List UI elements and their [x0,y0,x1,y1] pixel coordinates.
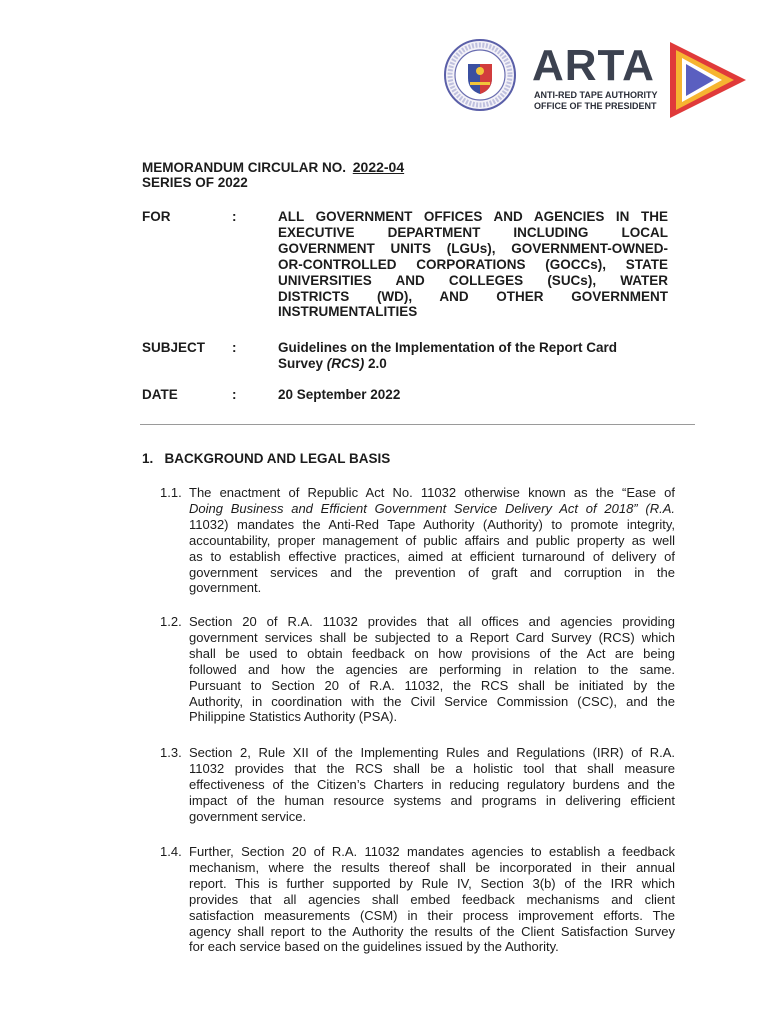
government-seal-logo [443,38,517,112]
logo-subtitle: ANTI-RED TAPE AUTHORITY OFFICE OF THE PRESIDENT [534,90,658,111]
date-label: DATE [142,387,178,402]
memo-series: SERIES OF 2022 [142,175,248,190]
subject-value: Guidelines on the Implementation of the Report Card Survey (RCS) 2.0 [278,340,618,371]
paragraph-1-2: 1.2. Section 20 of R.A. 11032 provides that all offices and agencies providing government services shall be subjected to a Report Card Survey (RCS) which shall be used to obtain feedback on how provisions of the Act are being followed and how the agencies are performing in relation to the same. Pursuant to Section 20 of R.A. 11032, the RCS shall be initiated by the Authority, in coordination with the Civil Service Commission (CSC), and the Philippine Statistics Authority (PSA). [160,614,675,725]
for-label: FOR [142,209,171,224]
date-value: 20 September 2022 [278,387,401,402]
date-colon: : [232,387,237,402]
horizontal-divider [140,424,695,425]
paragraph-number: 1.4. [160,844,182,859]
paragraph-number: 1.1. [160,485,182,500]
subject-colon: : [232,340,237,355]
section-heading: 1. BACKGROUND AND LEGAL BASIS [142,451,391,466]
paragraph-number: 1.2. [160,614,182,629]
arta-logo [528,41,750,124]
paragraph-1-3: 1.3. Section 2, Rule XII of the Implementing Rules and Regulations (IRR) of R.A. 11032 provides that the RCS shall be a holistic tool that shall measure effectiveness of the Citizen’s Charters in reducing regulatory burdens and the impact of the human resource systems and programs in delivering efficient government service. [160,745,675,824]
for-colon: : [232,209,237,224]
paragraph-number: 1.3. [160,745,182,760]
circular-number-value: 2022-04 [352,159,405,175]
memo-circular-number: MEMORANDUM CIRCULAR NO. 2022-04 [142,159,405,175]
paragraph-1-4: 1.4. Further, Section 20 of R.A. 11032 mandates agencies to establish a feedback mechanism, where the results thereof shall be incorporated in their annual report. This is further supported by Rule IV, Section 3(b) of the IRR which provides that all agencies shall embed feedback mechanisms and client satisfaction measurements (CSM) in their process improvement efforts. The agency shall report to the Authority the results of the Client Satisfaction Survey for each service based on the guidelines issued by the Authority. [160,844,675,955]
paragraph-1-1: 1.1. The enactment of Republic Act No. 11032 otherwise known as the “Ease of Doing Business and Efficient Government Service Delivery Act of 2018” (R.A. 11032) mandates the Anti-Red Tape Authority (Authority) to promote integrity, accountability, proper management of public affairs and public property as well as to establish effective practices, aimed at efficient turnaround of delivery of government services and the prevention of graft and corruption in the government. [160,485,675,596]
for-addressees: ALL GOVERNMENT OFFICES AND AGENCIES IN THE EXECUTIVE DEPARTMENT INCLUDING LOCAL GOVERNMENT UNITS (LGUs), GOVERNMENT-OWNED- OR-CONTROLLED CORPORATIONS (GOCCs), STATE UNIVERSITIES AND COLLEGES (SUCs), WATER DISTRICTS (WD), AND OTHER GOVERNMENT INSTRUMENTALITIES [278,209,668,320]
logo-wordmark: ARTA [532,41,655,90]
subject-label: SUBJECT [142,340,206,355]
arrow-mark-icon [666,40,748,120]
